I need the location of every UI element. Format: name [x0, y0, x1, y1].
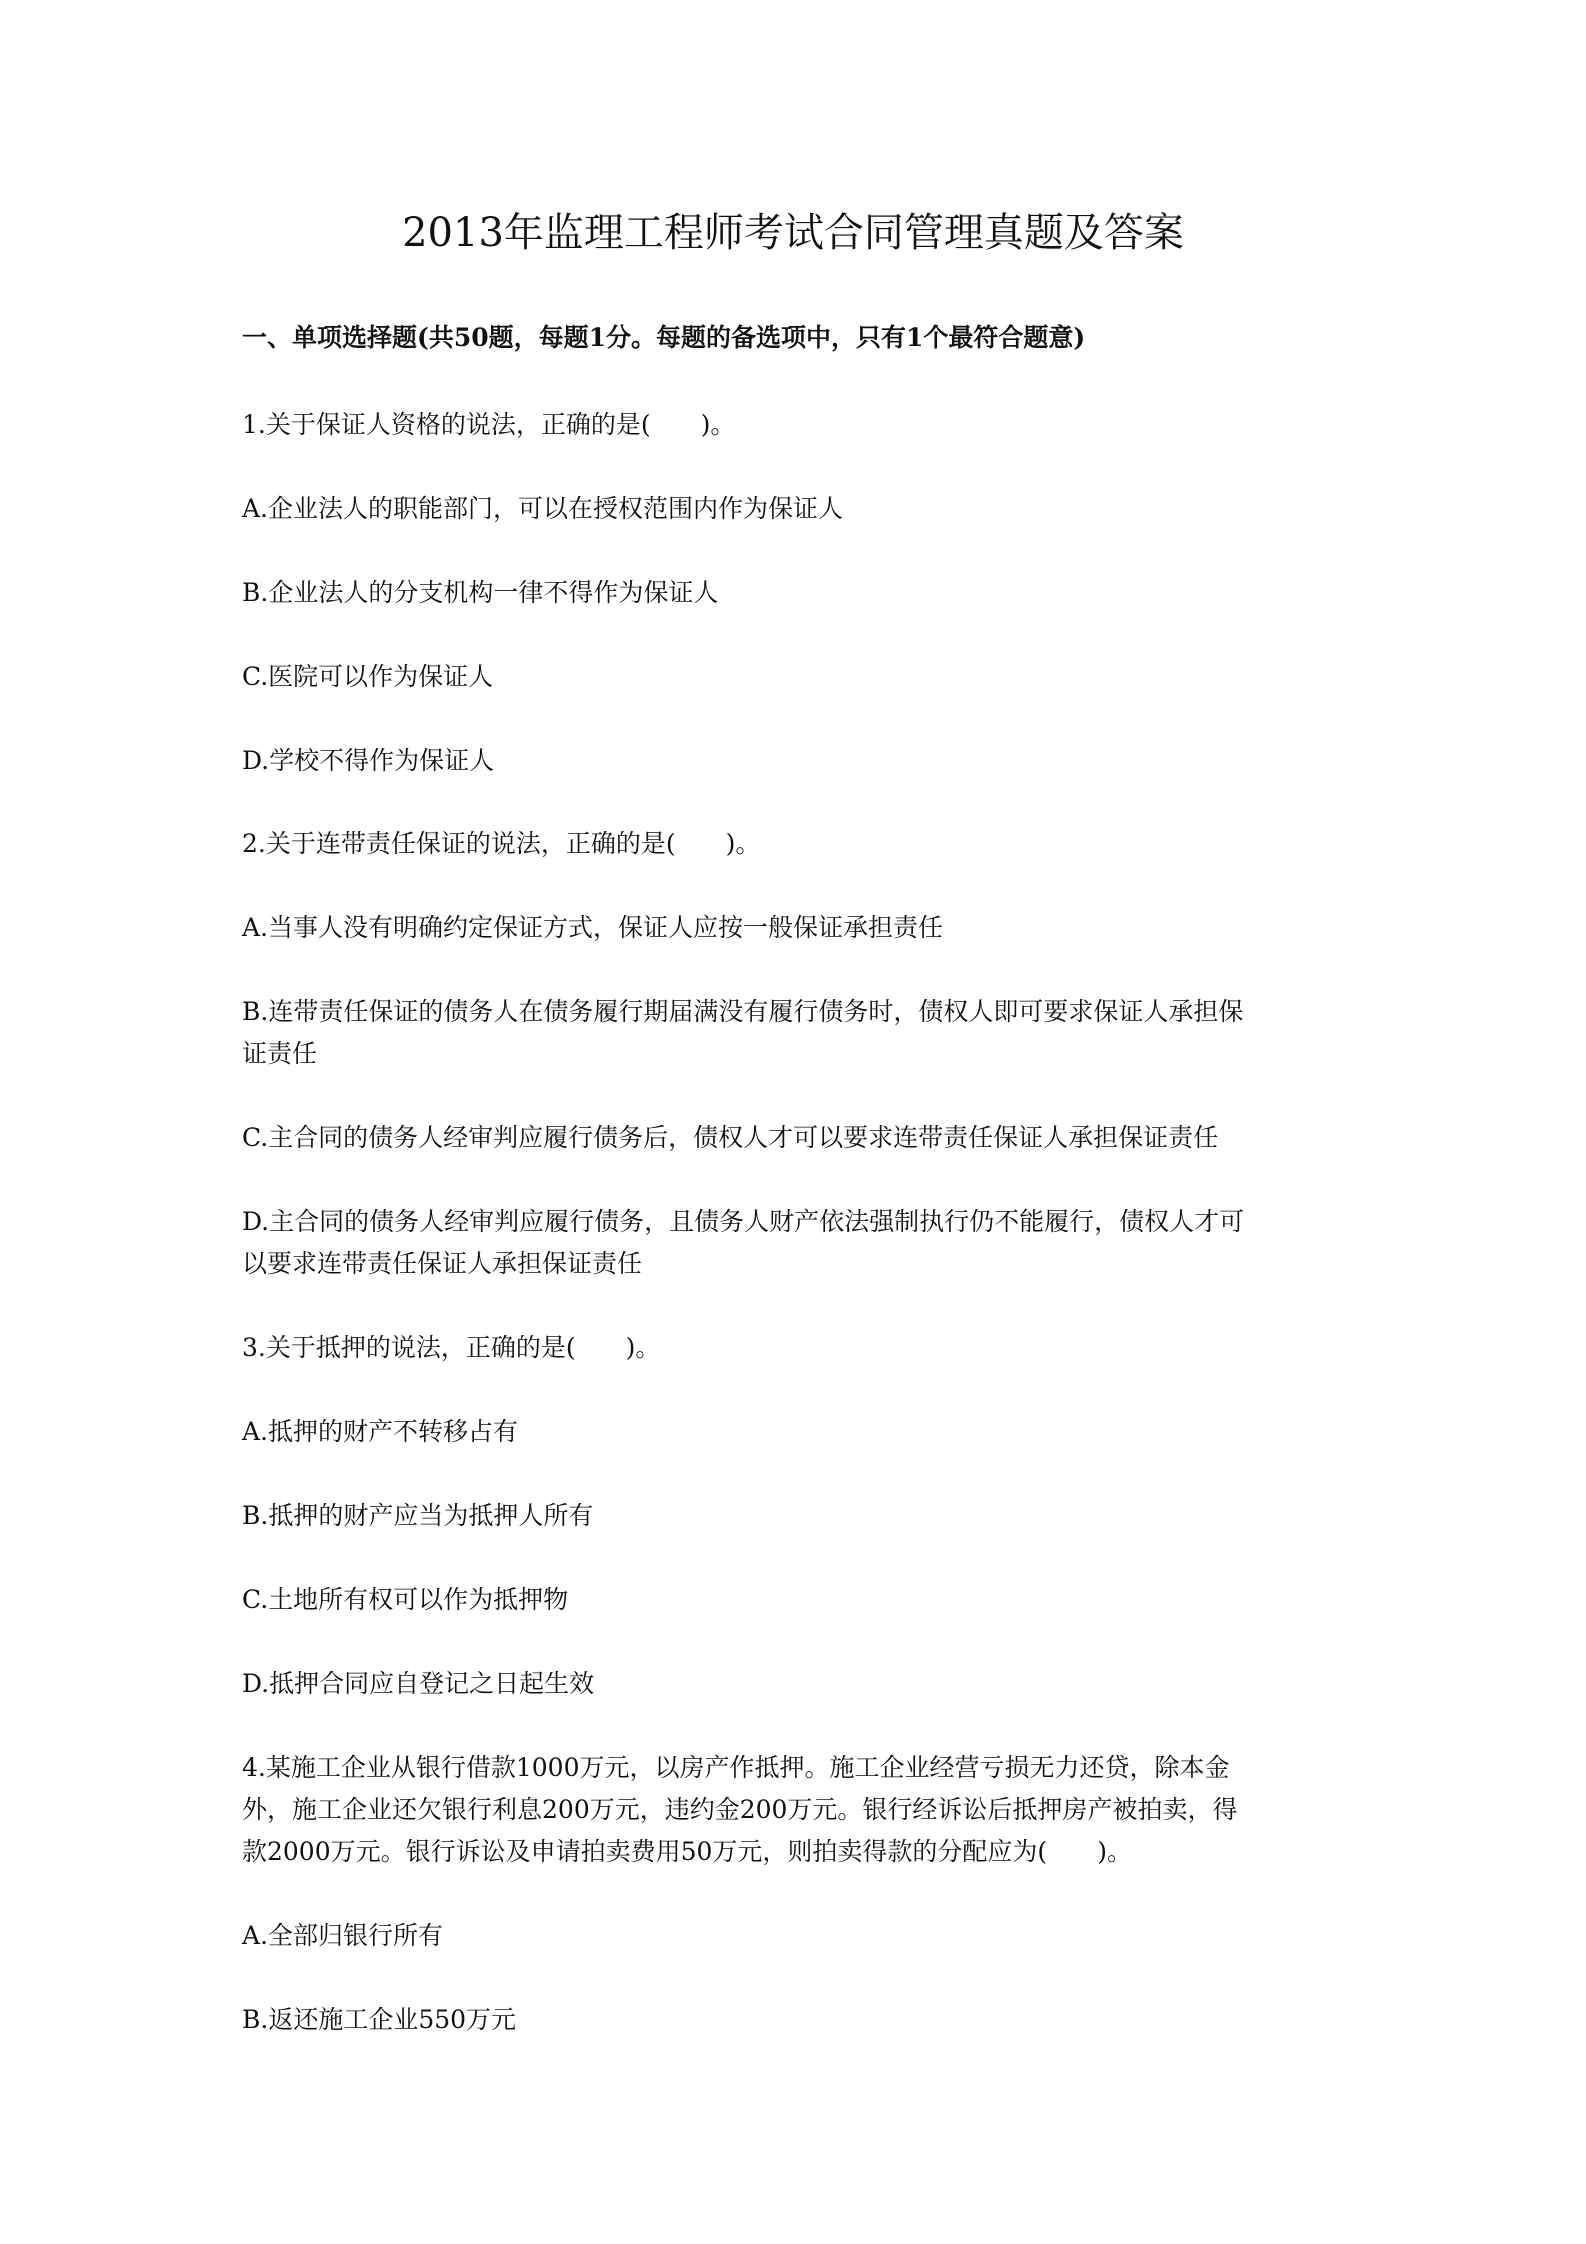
question-1-option-d: D.学校不得作为保证人	[242, 746, 495, 775]
question-3-option-a: A.抵押的财产不转移占有	[242, 1417, 519, 1446]
question-2-option-b-line-1: B.连带责任保证的债务人在债务履行期届满没有履行债务时，债权人即可要求保证人承担保	[242, 997, 1244, 1026]
question-3-option-b: B.抵押的财产应当为抵押人所有	[242, 1501, 594, 1530]
question-2-stem: 2.关于连带责任保证的说法，正确的是( )。	[242, 829, 761, 858]
question-2-option-a: A.当事人没有明确约定保证方式，保证人应按一般保证承担责任	[242, 913, 944, 942]
question-4-stem-line-2: 外，施工企业还欠银行利息200万元，违约金200万元。银行经诉讼后抵押房产被拍卖，得	[242, 1795, 1238, 1824]
question-1-option-b: B.企业法人的分支机构一律不得作为保证人	[242, 578, 719, 607]
question-3-option-d: D.抵押合同应自登记之日起生效	[242, 1669, 595, 1698]
question-3-option-c: C.土地所有权可以作为抵押物	[242, 1585, 569, 1614]
question-3-stem: 3.关于抵押的说法，正确的是( )。	[242, 1333, 661, 1362]
question-2-option-b-line-2: 证责任	[242, 1039, 318, 1068]
question-2-option-d-line-2: 以要求连带责任保证人承担保证责任	[242, 1249, 643, 1278]
document-title: 2013年监理工程师考试合同管理真题及答案	[402, 210, 1184, 256]
question-4-stem-line-3: 款2000万元。银行诉讼及申请拍卖费用50万元，则拍卖得款的分配应为( )。	[242, 1837, 1132, 1866]
section-heading: 一、单项选择题(共50题，每题1分。每题的备选项中，只有1个最符合题意)	[242, 323, 1086, 352]
question-2-option-d-line-1: D.主合同的债务人经审判应履行债务，且债务人财产依法强制执行仍不能履行，债权人才可	[242, 1207, 1245, 1236]
question-4-option-b: B.返还施工企业550万元	[242, 2005, 517, 2034]
question-4-stem-line-1: 4.某施工企业从银行借款1000万元，以房产作抵押。施工企业经营亏损无力还贷，除本金	[242, 1753, 1230, 1782]
question-1-option-a: A.企业法人的职能部门，可以在授权范围内作为保证人	[242, 494, 844, 523]
question-1-option-c: C.医院可以作为保证人	[242, 662, 494, 691]
question-4-option-a: A.全部归银行所有	[242, 1921, 444, 1950]
question-2-option-c: C.主合同的债务人经审判应履行债务后，债权人才可以要求连带责任保证人承担保证责任	[242, 1123, 1219, 1152]
question-1-stem: 1.关于保证人资格的说法，正确的是( )。	[242, 410, 736, 439]
